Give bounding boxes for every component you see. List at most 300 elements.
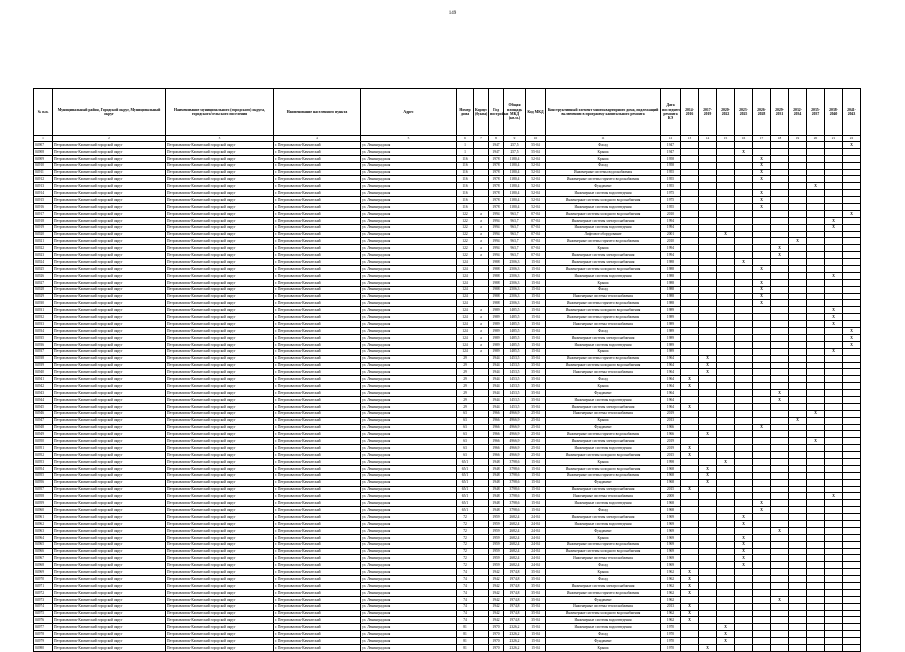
address-cell: ул. Ленинградская xyxy=(361,396,457,403)
element-cell: Инженерные системы холодного водоснабжения xyxy=(546,197,661,204)
address-cell: ул. Ленинградская xyxy=(361,548,457,555)
element-cell: Инженерные системы холодного водоснабжения xyxy=(546,548,661,555)
municipality-cell: Петропавловск-Камчатский городской округ xyxy=(166,307,274,314)
period-cell: X xyxy=(771,527,789,534)
address-cell: ул. Ленинградская xyxy=(361,328,457,335)
period-cell xyxy=(717,507,735,514)
house-number-cell: 116 xyxy=(457,162,474,169)
locality-cell: г. Петропавловск-Камчатский xyxy=(274,231,361,238)
table-row xyxy=(34,596,861,603)
period-cell xyxy=(735,438,753,445)
period-cell xyxy=(753,252,771,259)
district-cell: Петропавловск-Камчатский городской округ xyxy=(53,245,166,252)
row-number-cell: 04974 xyxy=(34,603,53,610)
mkd-code-cell: 15-04 xyxy=(526,500,546,507)
building-letter-cell xyxy=(474,293,489,300)
house-number-cell: 72 xyxy=(457,520,474,527)
address-cell: ул. Ленинградская xyxy=(361,362,457,369)
header-cell: Наименование муниципального (городского) округа, городского/сельского поселения xyxy=(166,89,274,136)
build-year-cell: 1942 xyxy=(489,617,504,624)
period-cell: X xyxy=(843,328,861,335)
municipality-cell: Петропавловск-Камчатский городской округ xyxy=(166,224,274,231)
period-cell xyxy=(681,465,699,472)
area-cell: 2326,2 xyxy=(504,624,526,631)
period-cell xyxy=(735,410,753,417)
table-row xyxy=(34,142,861,149)
district-cell: Петропавловск-Камчатский городской округ xyxy=(53,486,166,493)
mkd-code-cell: 15-04 xyxy=(526,259,546,266)
period-cell xyxy=(807,362,825,369)
house-number-cell: 63 xyxy=(457,438,474,445)
building-letter-cell xyxy=(474,204,489,211)
period-cell xyxy=(771,583,789,590)
period-cell xyxy=(771,279,789,286)
area-cell: 3798,6 xyxy=(504,458,526,465)
period-cell xyxy=(771,541,789,548)
last-repair-cell: 1969 xyxy=(661,548,681,555)
address-cell: ул. Ленинградская xyxy=(361,645,457,652)
district-cell: Петропавловск-Камчатский городской округ xyxy=(53,148,166,155)
period-cell xyxy=(807,576,825,583)
house-number-cell: 74 xyxy=(457,569,474,576)
row-number-cell: 04950 xyxy=(34,438,53,445)
area-cell: 3798,6 xyxy=(504,500,526,507)
last-repair-cell: 1968 xyxy=(661,479,681,486)
building-letter-cell: а xyxy=(474,334,489,341)
period-cell xyxy=(825,362,843,369)
locality-cell: г. Петропавловск-Камчатский xyxy=(274,589,361,596)
mkd-code-cell: 52-04 xyxy=(526,204,546,211)
table-row xyxy=(34,383,861,390)
mkd-code-cell: 35-04 xyxy=(526,362,546,369)
period-cell: X xyxy=(699,479,717,486)
period-cell: X xyxy=(699,645,717,652)
last-repair-cell: 2013 xyxy=(661,417,681,424)
build-year-cell: 1948 xyxy=(489,458,504,465)
area-cell: 2326,2 xyxy=(504,631,526,638)
locality-cell: г. Петропавловск-Камчатский xyxy=(274,534,361,541)
locality-cell: г. Петропавловск-Камчатский xyxy=(274,603,361,610)
house-number-cell: 122 xyxy=(457,210,474,217)
row-number-cell: 04937 xyxy=(34,348,53,355)
build-year-cell: 1994 xyxy=(489,217,504,224)
build-year-cell: 1970 xyxy=(489,638,504,645)
header-year-cell: 2032-2034 xyxy=(789,89,807,136)
house-number-cell: 63 xyxy=(457,417,474,424)
period-cell xyxy=(753,555,771,562)
table-row xyxy=(34,541,861,548)
mkd-code-cell: 35-04 xyxy=(526,589,546,596)
municipality-cell: Петропавловск-Камчатский городской округ xyxy=(166,562,274,569)
row-number-cell: 04967 xyxy=(34,555,53,562)
address-cell: ул. Ленинградская xyxy=(361,417,457,424)
row-number-cell: 04914 xyxy=(34,190,53,197)
last-repair-cell: 1962 xyxy=(661,610,681,617)
period-cell xyxy=(807,507,825,514)
district-cell: Петропавловск-Камчатский городской округ xyxy=(53,369,166,376)
period-cell xyxy=(825,190,843,197)
row-number-cell: 04923 xyxy=(34,252,53,259)
period-cell xyxy=(843,638,861,645)
table-row xyxy=(34,486,861,493)
area-cell: 963,7 xyxy=(504,238,526,245)
table-row xyxy=(34,589,861,596)
district-cell: Петропавловск-Камчатский городской округ xyxy=(53,472,166,479)
municipality-cell: Петропавловск-Камчатский городской округ xyxy=(166,328,274,335)
period-cell xyxy=(753,224,771,231)
mkd-code-cell: 15-04 xyxy=(526,300,546,307)
period-cell xyxy=(681,548,699,555)
period-cell xyxy=(717,452,735,459)
period-cell xyxy=(771,197,789,204)
period-cell xyxy=(843,383,861,390)
address-cell: ул. Ленинградская xyxy=(361,576,457,583)
building-letter-cell xyxy=(474,493,489,500)
table-row xyxy=(34,266,861,273)
mkd-code-cell: 35-04 xyxy=(526,403,546,410)
period-cell xyxy=(771,190,789,197)
district-cell: Петропавловск-Камчатский городской округ xyxy=(53,300,166,307)
house-number-cell: 74 xyxy=(457,589,474,596)
period-cell xyxy=(735,376,753,383)
area-cell: 1180,4 xyxy=(504,183,526,190)
period-cell xyxy=(699,514,717,521)
table-row xyxy=(34,321,861,328)
period-cell xyxy=(699,458,717,465)
column-number-cell: 5 xyxy=(361,136,457,142)
last-repair-cell: 1964 xyxy=(661,355,681,362)
mkd-code-cell: 35-04 xyxy=(526,390,546,397)
period-cell xyxy=(825,259,843,266)
house-number-cell: 74 xyxy=(457,603,474,610)
last-repair-cell: 1955 xyxy=(661,169,681,176)
period-cell xyxy=(843,452,861,459)
address-cell: ул. Ленинградская xyxy=(361,307,457,314)
area-cell: 2506,3 xyxy=(504,259,526,266)
period-cell xyxy=(807,162,825,169)
period-cell xyxy=(807,603,825,610)
period-cell xyxy=(789,534,807,541)
period-cell xyxy=(735,589,753,596)
table-row xyxy=(34,472,861,479)
element-cell: Крыша xyxy=(546,534,661,541)
period-cell xyxy=(789,314,807,321)
table-row xyxy=(34,279,861,286)
period-cell: X xyxy=(753,300,771,307)
build-year-cell: 1970 xyxy=(489,631,504,638)
build-year-cell: 1978 xyxy=(489,162,504,169)
period-cell xyxy=(825,300,843,307)
mkd-code-cell: 07-04 xyxy=(526,231,546,238)
municipality-cell: Петропавловск-Камчатский городской округ xyxy=(166,645,274,652)
period-cell xyxy=(717,328,735,335)
element-cell: Инженерные системы электроснабжения xyxy=(546,514,661,521)
last-repair-cell: 2019 xyxy=(661,445,681,452)
area-cell: 2506,3 xyxy=(504,286,526,293)
period-cell xyxy=(807,520,825,527)
period-cell xyxy=(807,445,825,452)
address-cell: ул. Ленинградская xyxy=(361,603,457,610)
period-cell xyxy=(753,541,771,548)
building-letter-cell xyxy=(474,396,489,403)
period-cell xyxy=(825,631,843,638)
row-number-cell: 04963 xyxy=(34,527,53,534)
element-cell: Лифтовое оборудование xyxy=(546,231,661,238)
period-cell xyxy=(789,396,807,403)
period-cell xyxy=(807,142,825,149)
address-cell: ул. Ленинградская xyxy=(361,224,457,231)
period-cell xyxy=(681,458,699,465)
area-cell: 1453,5 xyxy=(504,362,526,369)
period-cell xyxy=(825,452,843,459)
period-cell xyxy=(789,486,807,493)
locality-cell: г. Петропавловск-Камчатский xyxy=(274,376,361,383)
district-cell: Петропавловск-Камчатский городской округ xyxy=(53,190,166,197)
building-letter-cell xyxy=(474,197,489,204)
period-cell xyxy=(735,569,753,576)
period-cell xyxy=(735,272,753,279)
element-cell: Инженерные системы теплоснабжения xyxy=(546,321,661,328)
element-cell: Инженерные системы водоотведения xyxy=(546,341,661,348)
period-cell: X xyxy=(735,534,753,541)
period-cell xyxy=(717,252,735,259)
period-cell xyxy=(735,238,753,245)
period-cell xyxy=(825,541,843,548)
last-repair-cell: 1962 xyxy=(661,617,681,624)
house-number-cell: 29 xyxy=(457,396,474,403)
municipality-cell: Петропавловск-Камчатский городской округ xyxy=(166,452,274,459)
period-cell xyxy=(789,169,807,176)
period-cell xyxy=(771,479,789,486)
row-number-cell: 04928 xyxy=(34,286,53,293)
address-cell: ул. Ленинградская xyxy=(361,300,457,307)
last-repair-cell: 1968 xyxy=(661,500,681,507)
period-cell xyxy=(825,500,843,507)
build-year-cell: 1966 xyxy=(489,452,504,459)
period-cell xyxy=(789,617,807,624)
period-cell xyxy=(717,293,735,300)
building-letter-cell xyxy=(474,541,489,548)
table-row xyxy=(34,155,861,162)
mkd-code-cell: 25-04 xyxy=(526,431,546,438)
row-number-cell: 04970 xyxy=(34,576,53,583)
period-cell xyxy=(771,445,789,452)
last-repair-cell: 1975 xyxy=(661,190,681,197)
municipality-cell: Петропавловск-Камчатский городской округ xyxy=(166,383,274,390)
building-letter-cell xyxy=(474,424,489,431)
area-cell: 4966,9 xyxy=(504,424,526,431)
period-cell xyxy=(843,279,861,286)
header-year-cell: 2026-2028 xyxy=(753,89,771,136)
period-cell xyxy=(681,500,699,507)
period-cell xyxy=(681,562,699,569)
area-cell: 2682,4 xyxy=(504,541,526,548)
area-cell: 1485,5 xyxy=(504,321,526,328)
house-number-cell: 29 xyxy=(457,355,474,362)
period-cell xyxy=(807,204,825,211)
period-cell xyxy=(807,238,825,245)
table-row xyxy=(34,396,861,403)
locality-cell: г. Петропавловск-Камчатский xyxy=(274,307,361,314)
period-cell xyxy=(699,334,717,341)
period-cell xyxy=(699,259,717,266)
build-year-cell: 1988 xyxy=(489,300,504,307)
area-cell: 1974,8 xyxy=(504,610,526,617)
period-cell xyxy=(825,534,843,541)
municipality-cell: Петропавловск-Камчатский городской округ xyxy=(166,555,274,562)
period-cell xyxy=(807,245,825,252)
period-cell xyxy=(753,631,771,638)
row-number-cell: 04977 xyxy=(34,624,53,631)
row-number-cell: 04948 xyxy=(34,424,53,431)
period-cell xyxy=(735,527,753,534)
period-cell xyxy=(789,562,807,569)
period-cell xyxy=(753,431,771,438)
building-letter-cell: а xyxy=(474,314,489,321)
build-year-cell: 1959 xyxy=(489,520,504,527)
row-number-cell: 04979 xyxy=(34,638,53,645)
area-cell: 1453,5 xyxy=(504,383,526,390)
municipality-cell: Петропавловск-Камчатский городской округ xyxy=(166,500,274,507)
element-cell: Инженерные системы горячего водоснабжения xyxy=(546,176,661,183)
period-cell: X xyxy=(843,341,861,348)
municipality-cell: Петропавловск-Камчатский городской округ xyxy=(166,334,274,341)
period-cell xyxy=(843,486,861,493)
table-row xyxy=(34,424,861,431)
table-row xyxy=(34,238,861,245)
period-cell xyxy=(807,259,825,266)
period-cell xyxy=(771,272,789,279)
period-cell xyxy=(735,293,753,300)
table-row xyxy=(34,624,861,631)
building-letter-cell: а xyxy=(474,224,489,231)
column-number-cell: 6 xyxy=(457,136,474,142)
build-year-cell: 1988 xyxy=(489,279,504,286)
period-cell: X xyxy=(789,238,807,245)
house-number-cell: 29 xyxy=(457,403,474,410)
area-cell: 2682,4 xyxy=(504,548,526,555)
last-repair-cell: 1968 xyxy=(661,507,681,514)
period-cell xyxy=(753,534,771,541)
header-year-cell: 2017-2019 xyxy=(699,89,717,136)
period-cell: X xyxy=(717,458,735,465)
district-cell: Петропавловск-Камчатский городской округ xyxy=(53,596,166,603)
house-number-cell: 63 xyxy=(457,410,474,417)
last-repair-cell: 1989 xyxy=(661,314,681,321)
period-cell xyxy=(825,293,843,300)
period-cell xyxy=(681,424,699,431)
district-cell: Петропавловск-Камчатский городской округ xyxy=(53,176,166,183)
period-cell xyxy=(681,438,699,445)
municipality-cell: Петропавловск-Камчатский городской округ xyxy=(166,259,274,266)
district-cell: Петропавловск-Камчатский городской округ xyxy=(53,355,166,362)
period-cell: X xyxy=(771,390,789,397)
period-cell xyxy=(681,493,699,500)
period-cell xyxy=(681,362,699,369)
mkd-code-cell: 35-04 xyxy=(526,603,546,610)
building-letter-cell xyxy=(474,520,489,527)
table-row xyxy=(34,307,861,314)
column-number-cell: 15 xyxy=(717,136,735,142)
address-cell: ул. Ленинградская xyxy=(361,431,457,438)
period-cell: X xyxy=(681,403,699,410)
area-cell: 1453,5 xyxy=(504,403,526,410)
house-number-cell: 116 xyxy=(457,155,474,162)
house-number-cell: 65/1 xyxy=(457,507,474,514)
period-cell xyxy=(753,527,771,534)
address-cell: ул. Ленинградская xyxy=(361,183,457,190)
period-cell xyxy=(753,610,771,617)
build-year-cell: 1942 xyxy=(489,596,504,603)
period-cell xyxy=(717,183,735,190)
mkd-code-cell: 15-04 xyxy=(526,645,546,652)
period-cell xyxy=(843,431,861,438)
period-cell xyxy=(843,355,861,362)
period-cell xyxy=(789,520,807,527)
municipality-cell: Петропавловск-Камчатский городской округ xyxy=(166,341,274,348)
period-cell xyxy=(699,204,717,211)
mkd-code-cell: 25-04 xyxy=(526,438,546,445)
period-cell xyxy=(789,210,807,217)
period-cell xyxy=(843,293,861,300)
row-number-cell: 04908 xyxy=(34,148,53,155)
house-number-cell: 116 xyxy=(457,169,474,176)
period-cell: X xyxy=(789,417,807,424)
period-cell xyxy=(717,348,735,355)
period-cell xyxy=(825,445,843,452)
period-cell xyxy=(843,500,861,507)
build-year-cell: 1948 xyxy=(489,479,504,486)
period-cell xyxy=(717,307,735,314)
period-cell xyxy=(717,438,735,445)
period-cell: X xyxy=(681,610,699,617)
district-cell: Петропавловск-Камчатский городской округ xyxy=(53,645,166,652)
period-cell xyxy=(717,341,735,348)
period-cell xyxy=(843,321,861,328)
table-row xyxy=(34,569,861,576)
locality-cell: г. Петропавловск-Камчатский xyxy=(274,431,361,438)
build-year-cell: 1994 xyxy=(489,238,504,245)
period-cell xyxy=(825,266,843,273)
locality-cell: г. Петропавловск-Камчатский xyxy=(274,210,361,217)
table-row xyxy=(34,500,861,507)
mkd-code-cell: 52-04 xyxy=(526,197,546,204)
locality-cell: г. Петропавловск-Камчатский xyxy=(274,445,361,452)
period-cell xyxy=(753,390,771,397)
element-cell: Инженерные системы горячего водоснабжения xyxy=(546,314,661,321)
period-cell xyxy=(753,514,771,521)
last-repair-cell: 1988 xyxy=(661,259,681,266)
locality-cell: г. Петропавловск-Камчатский xyxy=(274,383,361,390)
period-cell xyxy=(699,293,717,300)
period-cell xyxy=(735,307,753,314)
period-cell xyxy=(753,479,771,486)
period-cell xyxy=(735,224,753,231)
period-cell xyxy=(843,348,861,355)
house-number-cell: 72 xyxy=(457,555,474,562)
locality-cell: г. Петропавловск-Камчатский xyxy=(274,438,361,445)
period-cell xyxy=(789,603,807,610)
period-cell xyxy=(789,507,807,514)
area-cell: 2682,4 xyxy=(504,520,526,527)
address-cell: ул. Ленинградская xyxy=(361,348,457,355)
period-cell xyxy=(753,638,771,645)
period-cell xyxy=(807,176,825,183)
period-cell xyxy=(771,431,789,438)
period-cell xyxy=(789,252,807,259)
period-cell xyxy=(699,348,717,355)
row-number-cell: 04946 xyxy=(34,410,53,417)
